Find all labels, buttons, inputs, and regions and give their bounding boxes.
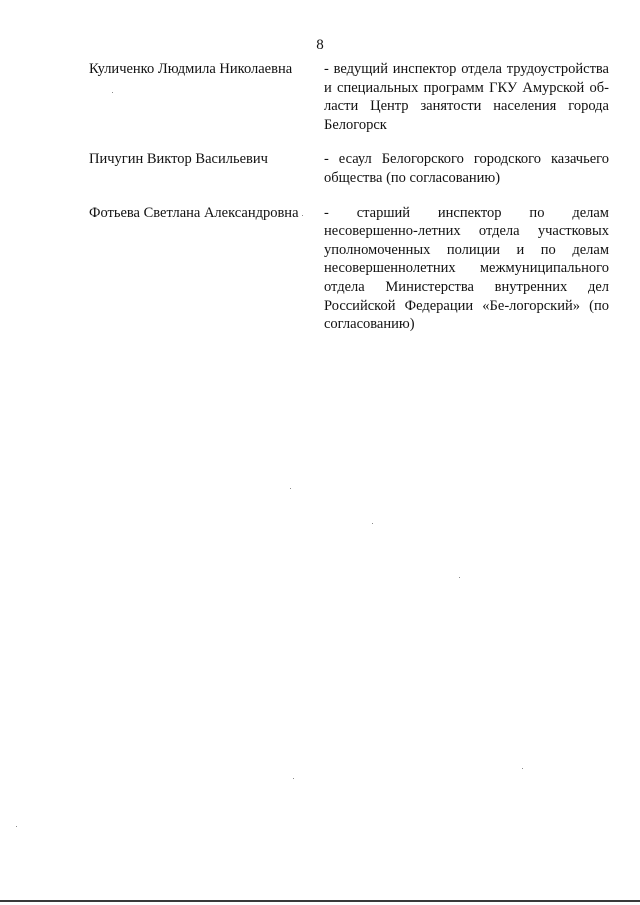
member-role: - старший инспектор по делам несовершенно-летних отдела участковых уполномоченных полиции и по делам несовершеннолетних межмуниципального отдела Министерства внутренних дел Российской Федерации «Бе-логорский» (по согласованию) — [324, 204, 609, 333]
member-name: Пичугин Виктор Васильевич — [89, 151, 268, 168]
scan-speck — [16, 826, 17, 827]
scan-speck — [112, 92, 113, 93]
member-role: - ведущий инспектор отдела трудоустройства и специальных программ ГКУ Амурской об-ласти Центр занятости населения города Белогорск — [324, 61, 609, 133]
member-list — [89, 60, 609, 350]
scan-speck — [372, 523, 373, 524]
scan-speck — [459, 577, 460, 578]
scan-speck — [293, 778, 294, 779]
member-role: - есаул Белогорского городского казачьего общества (по согласованию) — [324, 151, 609, 186]
member-entry — [89, 204, 609, 334]
scan-speck — [522, 768, 523, 769]
member-entry — [89, 60, 609, 134]
member-name: Куличенко Людмила Николаевна — [89, 61, 293, 77]
member-name: Фотьева Светлана Александровна — [89, 204, 299, 221]
scan-bottom-edge — [0, 900, 640, 902]
page-number: 8 — [316, 37, 324, 53]
scan-speck — [302, 215, 303, 216]
scan-speck — [290, 488, 291, 489]
member-entry — [89, 150, 609, 187]
